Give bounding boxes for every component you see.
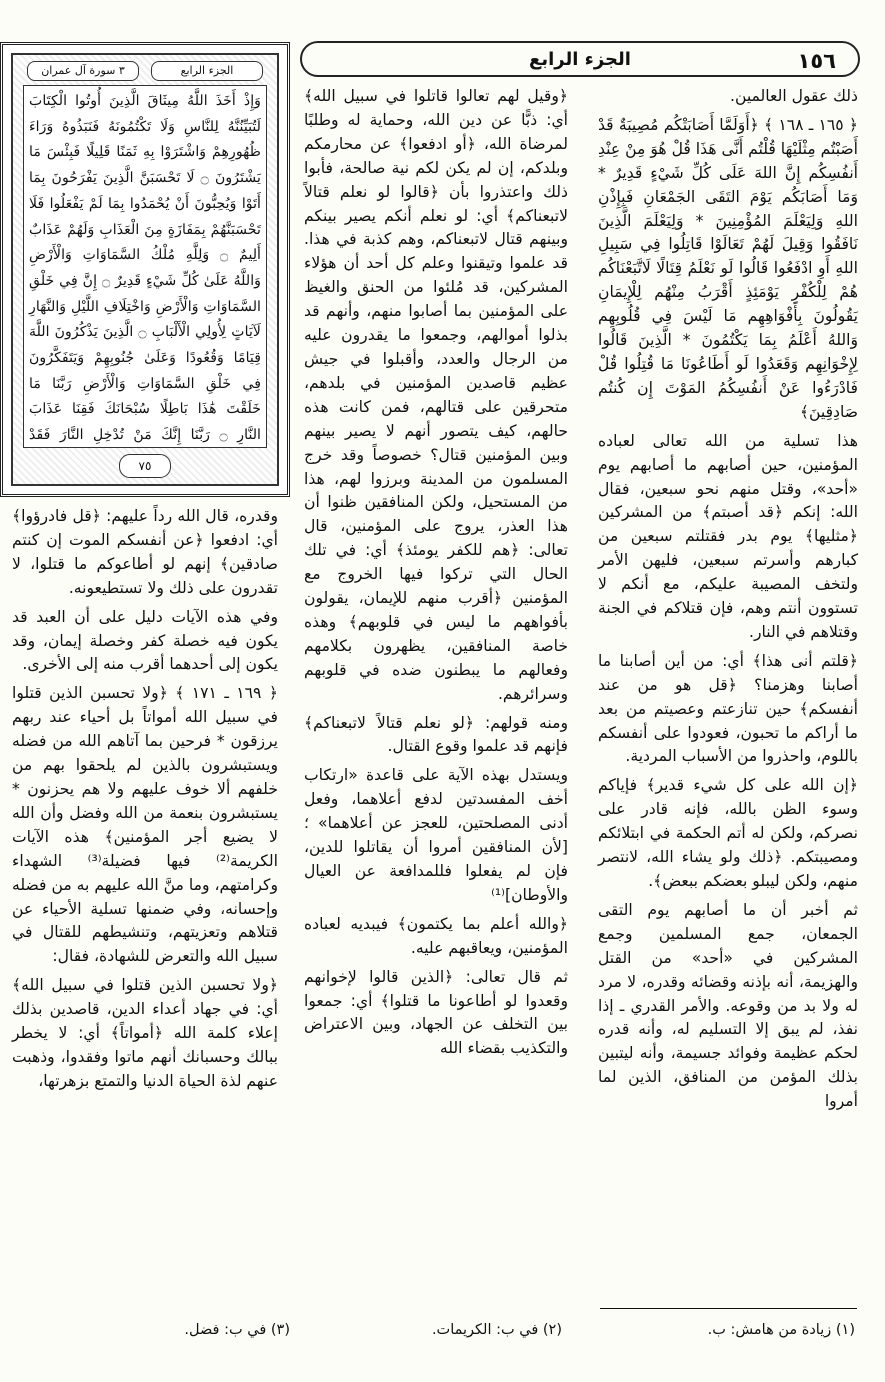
paragraph: ذلك عقول العالمين. (730, 87, 858, 105)
footnote-2: (٢) في ب: الكريمات. (431, 1322, 562, 1338)
right-column (598, 85, 858, 1119)
middle-column (304, 85, 568, 1066)
paragraph: ﴿ ١٦٥ ـ ١٦٨ ﴾ ﴿أَوَلَمَّا أَصَابَتْكُم مُصِيبَةٌ قَدْ أَصَبْتُم مِثْلَيْهَا قُلْتُم أَنَّى هَذَا قُلْ هُوَ مِنْ عِنْدِ أَنفُسِكُم إِنَّ اللهَ عَلَى كُلِّ شَيْءٍ قَدِيرٌ * وَمَا أَصَابَكُم يَوْمَ التَقَى الجَمْعَانِ فَبِإِذْنِ اللهِ وَلِيَعْلَمَ المُؤْمِنِينَ * وَلِيَعْلَمَ الَّذِينَ نَافَقُوا وَقِيلَ لَهُمْ تَعَالَوْا قَاتِلُوا فِي سَبِيلِ اللهِ أَوِ ادْفَعُوا قَالُوا لَو نَعْلَمُ قِتَالًا لَاتَّبَعْنَاكُم هُمْ لِلْكُفْرِ يَوْمَئِذٍ أَقْرَبُ مِنْهُم لِلْإِيمَانِ يَقُولُونَ بِأَفْوَاهِهِم مَا لَيْسَ فِي قُلُوبِهِم وَاللهُ أَعْلَمُ بِمَا يَكْتُمُونَ * الَّذِينَ قَالُوا لِإِخْوَانِهِم وَقَعَدُوا لَو أَطَاعُونَا مَا قُتِلُوا قُلْ فَادْرَءُوا عَنْ أَنفُسِكُمُ المَوْتَ إِن كُنتُم صَادِقِينَ﴾ (598, 115, 858, 421)
quran-page-number: ٧٥ (119, 454, 171, 478)
page-number: ١٥٦ (797, 49, 836, 73)
paragraph: هذا تسلية من الله تعالى لعباده المؤمنين، حين أصابهم ما أصابهم يوم «أحد»، وقتل منهم نحو سبعين، فقال الله: إنكم ﴿قد أصبتم﴾ من المشركين ﴿مثليها﴾ يوم بدر فقتلتم سبعين من كبارهم وأسرتم سبعين، فليهن الأمر ولتخف المصيبة عليكم، مع أنكم لا تستوون أنتم وهم، فإن قتلاكم في الجنة وقتلاهم في النار. (598, 431, 858, 641)
paragraph: ﴿وقيل لهم تعالوا قاتلوا في سبيل الله﴾ أي: ذبًّا عن دين الله، وحماية له وطلبًا لمرضاة الله، ﴿أو ادفعوا﴾ عن محارمكم وبلدكم، إن لم يكن لكم نية صالحة، فأبوا ذلك واعتذروا بأن ﴿قالوا لو نعلم قتالاً لاتبعناكم﴾ أي: لو نعلم أنكم يصير بينكم وبينهم قتال لاتبعناكم، وهم كذبة في هذا. قد علموا وتيقنوا وعلم كل أحد أن هؤلاء المشركين، قد مُلئوا من الحنق والغيظ على المؤمنين بما أصابوا منهم، وأنهم قد بذلوا أموالهم، وجمعوا ما يقدرون عليه من الرجال والعدد، وأقبلوا في جيش عظيم قاصدين المؤمنين في بلدهم، متحرقين على قتالهم، فمن كانت هذه حالهم، كيف يتصور أنهم لا يصير بينهم وبين المؤمنين قتال؟ خصوصاً وقد خرج المسلمون من المدينة وبرزوا لهم، هذا من المستحيل، ولكن المنافقين ظنوا أن هذا العذر، يروج على المؤمنين، قال تعالى: ﴿هم للكفر يومئذ﴾ أي: في تلك الحال التي تركوا فيها الخروج مع المؤمنين ﴿أقرب منهم للإيمان، يقولون بأفواههم ما ليس في قلوبهم﴾ وهذه خاصة المنافقين، يظهرون بكلامهم وفعالهم ما يبطنون ضده في قلوبهم وسرائرهم. (304, 87, 568, 703)
paragraph: ثم أخبر أن ما أصابهم يوم التقى الجمعان، جمع المسلمين وجمع المشركين في «أحد» من القتل والهزيمة، أنه بإذنه وقضائه وقدره، لا مرد له ولا بد من وقوعه. والأمر القدري ـ إذا نفذ، لم يبق إلا التسليم له، وأنه قدره لحكم عظيمة وفوائد جسيمة، وأنه ليتبين بذلك المؤمن من المنافق، الذين لما أمروا (598, 900, 858, 1111)
paragraph: ثم قال تعالى: ﴿الذين قالوا لإخوانهم وقعدوا لو أطاعونا ما قتلوا﴾ أي: جمعوا بين التخلف عن الجهاد، وبين الاعتراض والتكذيب بقضاء الله (304, 967, 568, 1058)
paragraph: ﴿قلتم أنى هذا﴾ أي: من أين أصابنا ما أصابنا وهزمنا؟ ﴿قل هو من عند أنفسكم﴾ حين تنازعتم وعصيتم من بعد ما أراكم ما تحبون، فعودوا على أنفسكم باللوم، واحذروا من الأسباب المردية. (598, 651, 858, 766)
part-title: الجزء الرابع (529, 49, 631, 70)
paragraph: وقدره، قال الله رداً عليهم: ﴿قل فادرؤوا﴾ أي: ادفعوا ﴿عن أنفسكم الموت إن كنتم صادقين﴾ إنهم لو أطاعوكم ما قتلوا، لا تقدرون على ذلك ولا تستطيعونه. (12, 507, 278, 597)
paragraph: ﴿ولا تحسبن الذين قتلوا في سبيل الله﴾ أي: في جهاد أعداء الدين، قاصدين بذلك إعلاء كلمة الله ﴿أمواتاً﴾ أي: لا يخطر ببالك وحسبانك أنهم ماتوا وفقدوا، وذهبت عنهم لذة الحياة الدنيا والتمتع بزهرتها، (12, 976, 278, 1090)
quran-panel (0, 42, 290, 497)
quran-ornament-border (11, 53, 279, 486)
paragraph: ﴿إن الله على كل شيء قدير﴾ فإياكم وسوء الظن بالله، فإنه قادر على نصركم، ولكن له أتم الحكمة في ابتلائكم ومصيبتكم. ﴿ذلك ولو يشاء الله، لانتصر منهم، ولكن ليبلو بعضكم ببعض﴾. (598, 776, 858, 890)
footnote-divider (600, 1308, 857, 1309)
quran-text: وَإِذْ أَخَذَ اللَّهُ مِيثَاقَ الَّذِينَ أُوتُوا الْكِتَابَ لَتُبَيِّنُنَّهُ لِلنَّاسِ وَلَا تَكْتُمُونَهُ فَنَبَذُوهُ وَرَاءَ ظُهُورِهِمْ وَاشْتَرَوْا بِهِ ثَمَنًا قَلِيلًا فَبِئْسَ مَا يَشْتَرُونَ ۝ لَا تَحْسَبَنَّ الَّذِينَ يَفْرَحُونَ بِمَا أَتَوْا وَيُحِبُّونَ أَنْ يُحْمَدُوا بِمَا لَمْ يَفْعَلُوا فَلَا تَحْسَبَنَّهُمْ بِمَفَازَةٍ مِنَ الْعَذَابِ وَلَهُمْ عَذَابٌ أَلِيمٌ ۝ وَلِلَّهِ مُلْكُ السَّمَاوَاتِ وَالْأَرْضِ وَاللَّهُ عَلَىٰ كُلِّ شَيْءٍ قَدِيرٌ ۝ إِنَّ فِي خَلْقِ السَّمَاوَاتِ وَالْأَرْضِ وَاخْتِلَافِ اللَّيْلِ وَالنَّهَارِ لَآيَاتٍ لِأُولِي الْأَلْبَابِ ۝ الَّذِينَ يَذْكُرُونَ اللَّهَ قِيَامًا وَقُعُودًا وَعَلَىٰ جُنُوبِهِمْ وَيَتَفَكَّرُونَ فِي خَلْقِ السَّمَاوَاتِ وَالْأَرْضِ رَبَّنَا مَا خَلَقْتَ هَٰذَا بَاطِلًا سُبْحَانَكَ فَقِنَا عَذَابَ النَّارِ ۝ رَبَّنَا إِنَّكَ مَنْ تُدْخِلِ النَّارَ فَقَدْ (23, 85, 267, 448)
paragraph: ومنه قولهم: ﴿لو نعلم قتالاً لاتبعناكم﴾ فإنهم قد علموا وقوع القتال. (304, 713, 568, 756)
page-header (300, 41, 860, 77)
paragraph: ﴿والله أعلم بما يكتمون﴾ فيبديه لعباده المؤمنين، ويعاقبهم عليه. (304, 914, 568, 957)
quran-juz-label: الجزء الرابع (151, 61, 263, 81)
footnote-3: (٣) في ب: فضل. (184, 1322, 290, 1338)
footnote-1: (١) زيادة من هامش: ب. (707, 1322, 855, 1338)
left-column (12, 505, 278, 1099)
paragraph: ﴿ ١٦٩ ـ ١٧١ ﴾ ﴿ولا تحسبن الذين قتلوا في سبيل الله أمواتاً بل أحياء عند ربهم يرزقون * فرحين بما آتاهم الله من فضله ويستبشرون بالذين لم يلحقوا بهم من خلفهم ألا خوف عليهم ولا هم يحزنون * يستبشرون بنعمة من الله وفضل وأن الله لا يضيع أجر المؤمنين﴾ هذه الآيات الكريمة⁽²⁾ فيها فضيلة⁽³⁾ الشهداء وكرامتهم، وما منَّ الله عليهم به من فضله وإحسانه، وفي ضمنها تسلية الأحياء عن قتلاهم وتعزيتهم، وتنشيطهم للقتال في سبيل الله والتعرض للشهادة، فقال: (12, 684, 278, 966)
quran-surah-label: ٣ سورة آل عمران (27, 61, 139, 81)
paragraph: ويستدل بهذه الآية على قاعدة «ارتكاب أخف المفسدتين لدفع أعلاهما، وفعل أدنى المصلحتين، للعجز عن أعلاهما» ؛ [لأن المنافقين أمروا أن يقاتلوا للدين، فإن لم يفعلوا فللمدافعة عن العيال والأوطان]⁽¹⁾ (304, 766, 568, 904)
paragraph: وفي هذه الآيات دليل على أن العبد قد يكون فيه خصلة كفر وخصلة إيمان، وقد يكون إلى أحدهما أقرب منه إلى الأخرى. (12, 607, 278, 674)
